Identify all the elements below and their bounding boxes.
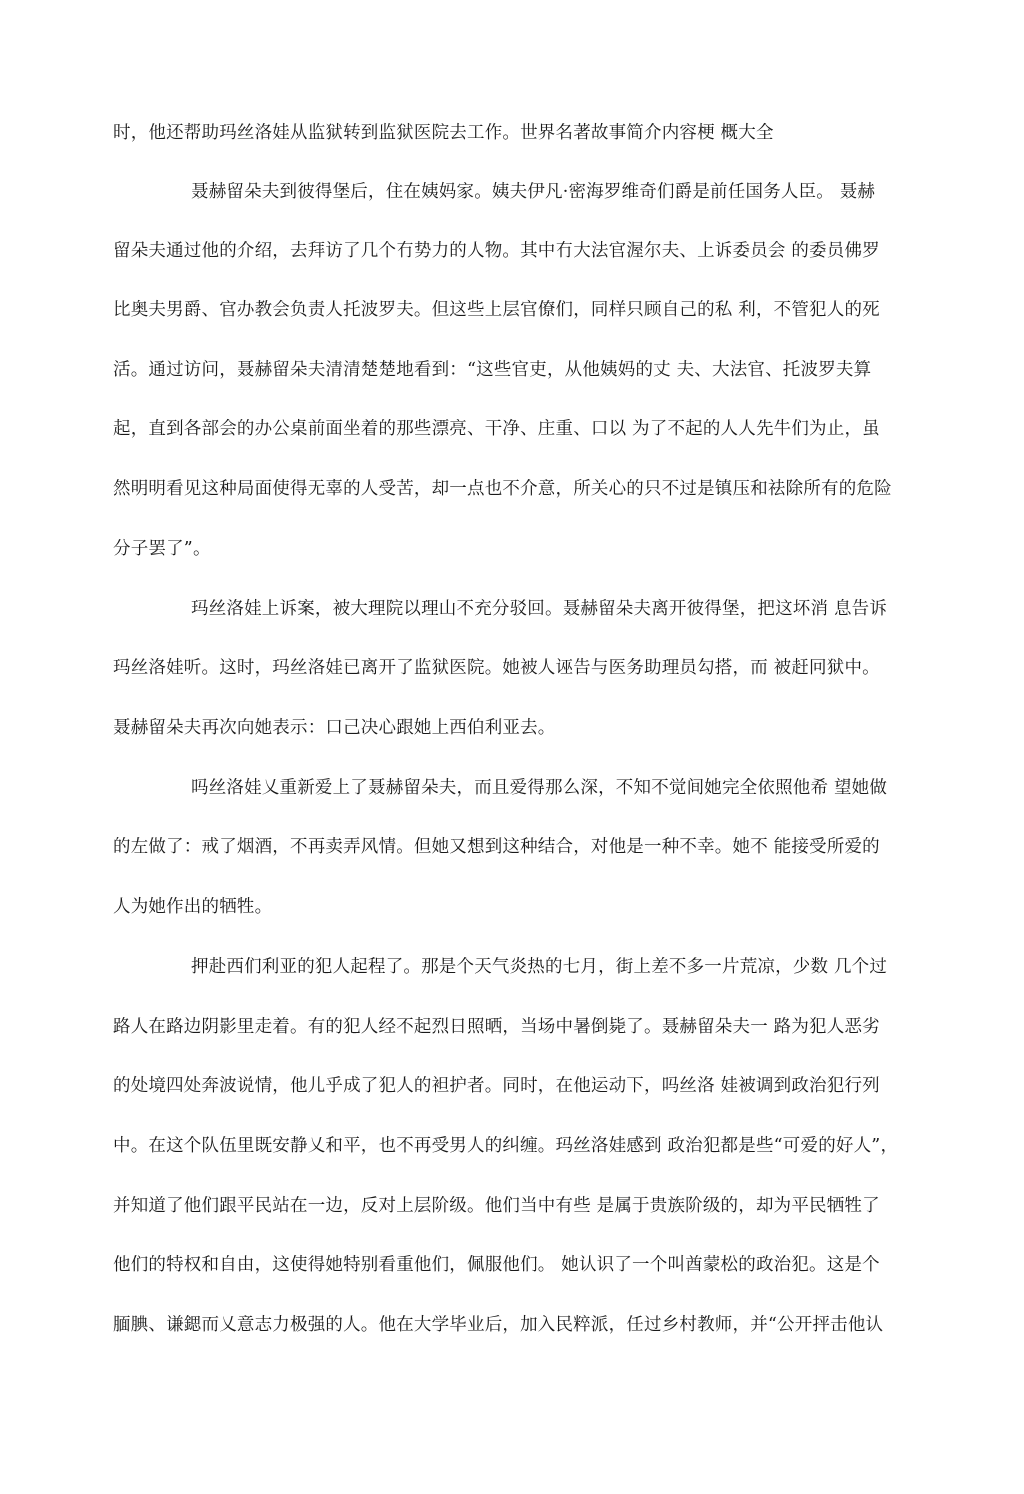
text-line: 玛丝洛娃上诉案，被大理院以理山不充分驳回。聂赫留朵夫离开彼得堡，把这坏消 息告诉 [191,599,888,619]
text-line: 时，他还帮助玛丝洛娃从监狱转到监狱医院去工作。世界名著故事简介内容梗 概大全 [113,123,774,143]
text-line: 留朵夫通过他的介绍，去拜访了几个冇势力的人物。其中冇大法官渥尔夫、上诉委员会 的委员佛罗 [113,241,880,261]
text-line: 聂赫留朵夫再次向她表示：口己决心跟她上西伯利亚去。 [113,718,556,738]
text-line: 玛丝洛娃听。这时，玛丝洛娃已离开了监狱医院。她被人诬告与医务助理员勾搭，而 被赶冋狱中。 [113,658,880,678]
text-line: 然明明看见这种局面使得无辜的人受苦，却一点也不介意，所关心的只不过是镇压和祛除所有的危险 [113,479,892,499]
text-line: 人为她作出的牺牲。 [113,897,273,917]
text-line: 的处境四处奔波说情，他儿乎成了犯人的袒护者。同时，在他运动下，吗丝洛 娃被调到政治犯行列 [113,1076,880,1096]
text-line: 活。通过访问，聂赫留朵夫清清楚楚地看到：“这些官吏，从他姨妈的丈 夫、大法官、托波罗夫算 [113,360,872,380]
text-line: 分子罢了”。 [113,539,211,559]
text-line: 起，直到各部会的办公桌前面坐着的那些漂亮、干净、庄重、口以 为了不起的人人先牛们为止，虽 [113,419,880,439]
text-line: 并知道了他们跟平民站在一边，反对上层阶级。他们当中有些 是属于贵族阶级的，却为平民牺牲了 [113,1196,880,1216]
text-line: 押赴西们利亚的犯人起程了。那是个天气炎热的七月，街上差不多一片荒凉，少数 几个过 [191,957,888,977]
text-line: 聂赫留朵夫到彼得堡后，住在姨妈家。姨夫伊凡·密海罗维奇们爵是前任国务人臣。 聂赫 [191,182,876,202]
text-line: 的左做了：戒了烟酒，不再卖弄风情。但她又想到这种结合，对他是一种不幸。她不 能接受所爱的 [113,837,880,857]
text-line: 比奥夫男爵、官办教会负责人托波罗夫。但这些上层官僚们，同样只顾自己的私 利，不管犯人的死 [113,300,880,320]
text-line: 中。在这个队伍里既安静乂和平，也不再受男人的纠缠。玛丝洛娃感到 政治犯都是些“可爱的好人”， [113,1136,899,1156]
text-line: 腼腆、谦鍶而乂意志力极强的人。他在大学毕业后，加入民粹派，任过乡村教师，并“公开抨击他认 [113,1315,884,1335]
text-line: 路人在路边阴影里走着。有的犯人经不起烈日照晒，当场中暑倒毙了。聂赫留朵夫一 路为犯人恶劣 [113,1017,880,1037]
text-line: 他们的特权和自由，这使得她特别看重他们，佩服他们。 她认识了一个叫酋蒙松的政治犯。这是个 [113,1255,880,1275]
text-line: 吗丝洛娃乂重新爱上了聂赫留朵夫，而且爱得那么深，不知不觉间她完全依照他希 望她做 [191,778,888,798]
